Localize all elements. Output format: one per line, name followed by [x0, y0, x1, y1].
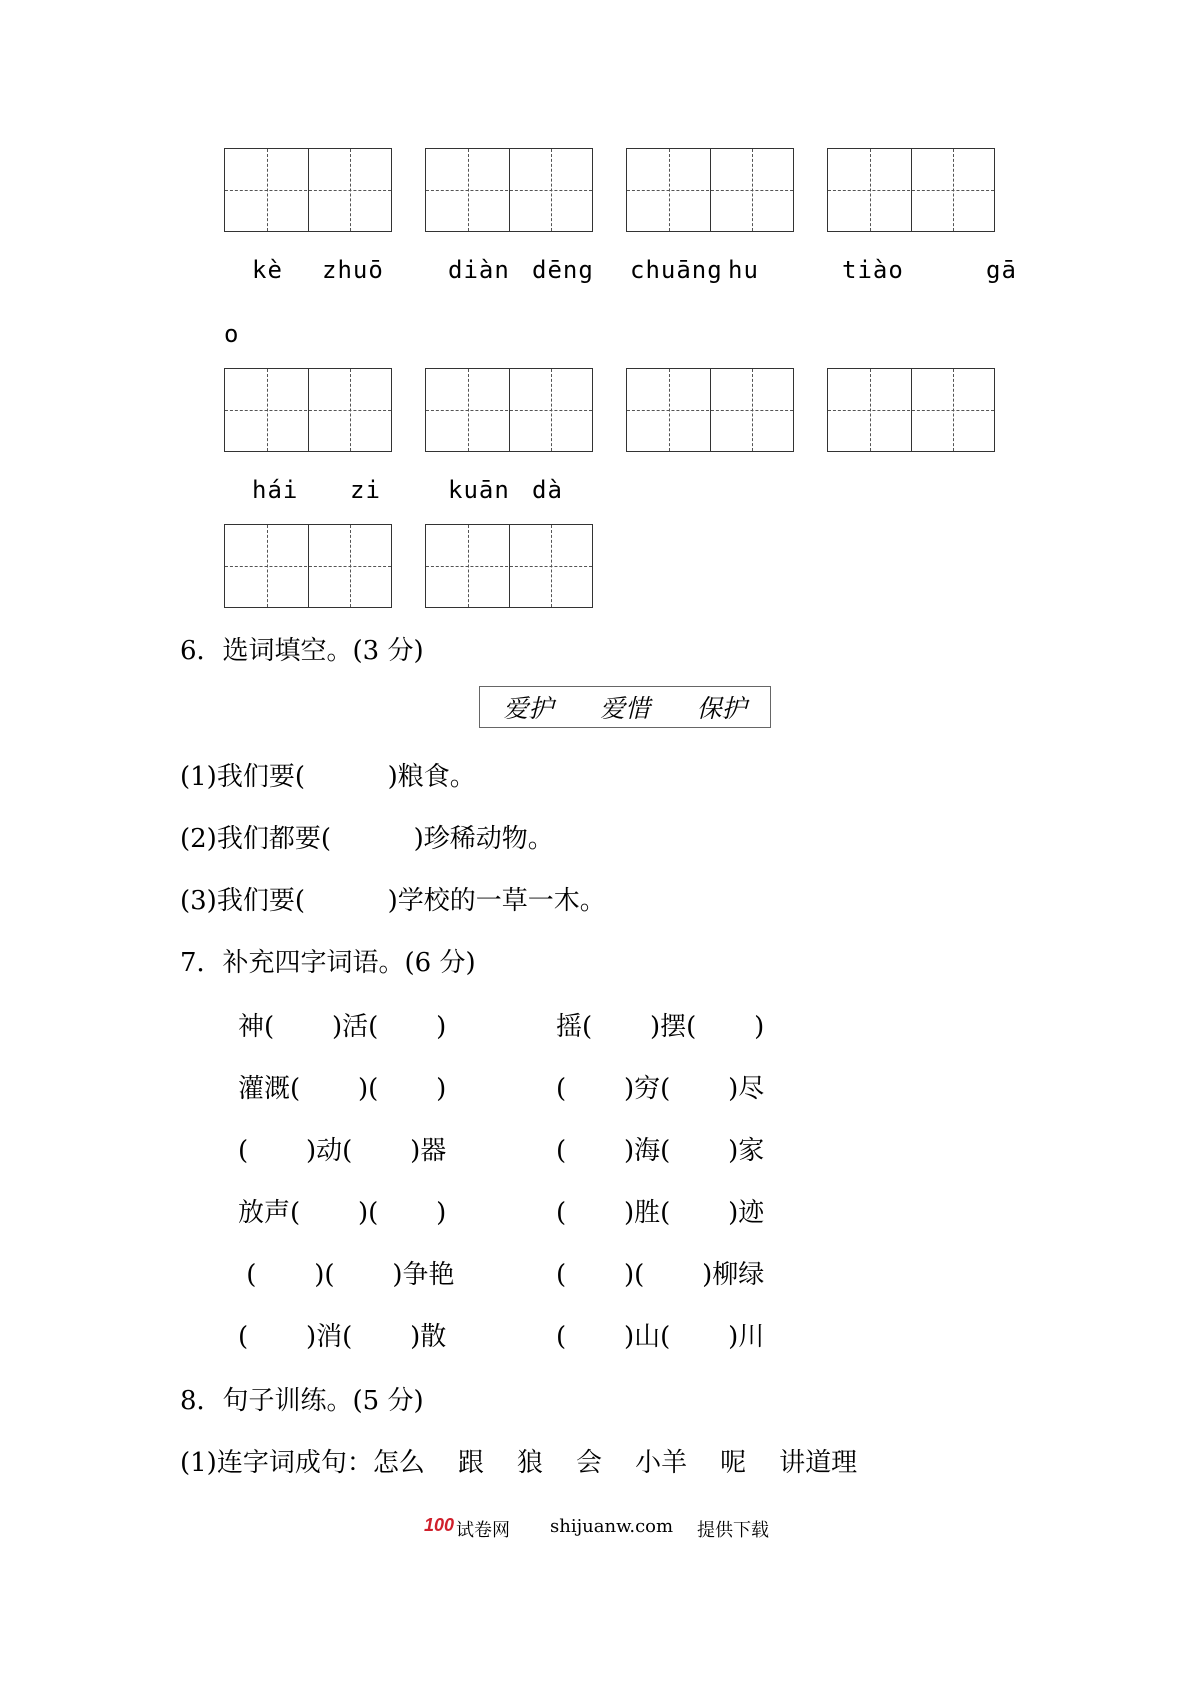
q7-right-item: 摇( )摆( ): [556, 1012, 765, 1042]
word-bank-item: 爱护: [503, 694, 554, 723]
footer-tagline: 提供下载: [697, 1520, 769, 1541]
writing-grid: [224, 524, 392, 608]
q8-title: 8．句子训练。(5 分): [180, 1386, 424, 1416]
writing-grid: [224, 148, 392, 232]
footer-domain: shijuanw.com: [550, 1516, 674, 1537]
pinyin: zhuō: [322, 256, 384, 284]
pinyin: kuān: [448, 476, 510, 504]
pinyin: dēng: [532, 256, 594, 284]
writing-grid: [827, 148, 995, 232]
q7-left-item: ( )消( )散: [238, 1322, 447, 1352]
q7-right-item: ( )山( )川: [556, 1322, 765, 1352]
q6-item: (3)我们要( )学校的一草一木。: [180, 886, 606, 916]
pinyin: diàn: [448, 256, 510, 284]
writing-grid: [626, 148, 794, 232]
q7-right-item: ( )胜( )迹: [556, 1198, 765, 1228]
word-bank-item: 保护: [696, 694, 747, 723]
q7-right-item: ( )( )柳绿: [556, 1260, 765, 1290]
writing-grid: [626, 368, 794, 452]
pinyin: gā: [986, 256, 1017, 284]
q7-right-item: ( )海( )家: [556, 1136, 765, 1166]
writing-grid: [827, 368, 995, 452]
q6-item: (2)我们都要( )珍稀动物。: [180, 824, 554, 854]
pinyin: zi: [350, 476, 381, 504]
q6-title: 6．选词填空。(3 分): [180, 636, 424, 666]
pinyin: kè: [252, 256, 283, 284]
pinyin: hái: [252, 476, 299, 504]
writing-grid: [425, 524, 593, 608]
q7-left-item: ( )( )争艳: [238, 1260, 455, 1290]
word-bank-item: 爱惜: [599, 694, 650, 723]
q7-left-item: 神( )活( ): [238, 1012, 447, 1042]
q7-right-item: ( )穷( )尽: [556, 1074, 765, 1104]
writing-grid: [224, 368, 392, 452]
q8-item: (1)连字词成句：怎么 跟 狼 会 小羊 呢 讲道理: [180, 1448, 858, 1478]
q7-left-item: 放声( )( ): [238, 1198, 447, 1228]
pinyin: o: [224, 320, 240, 348]
footer-site-name: 试卷网: [456, 1520, 510, 1541]
pinyin: chuāng: [630, 256, 723, 284]
q6-item: (1)我们要( )粮食。: [180, 762, 476, 792]
q7-left-item: 灌溉( )( ): [238, 1074, 447, 1104]
writing-grid: [425, 148, 593, 232]
pinyin: hu: [728, 256, 759, 284]
pinyin: tiào: [842, 256, 904, 284]
pinyin: dà: [532, 476, 563, 504]
q7-title: 7．补充四字词语。(6 分): [180, 948, 476, 978]
writing-grid: [425, 368, 593, 452]
site-logo: 100: [424, 1515, 455, 1535]
q7-left-item: ( )动( )器: [238, 1136, 447, 1166]
word-bank: [479, 686, 771, 728]
